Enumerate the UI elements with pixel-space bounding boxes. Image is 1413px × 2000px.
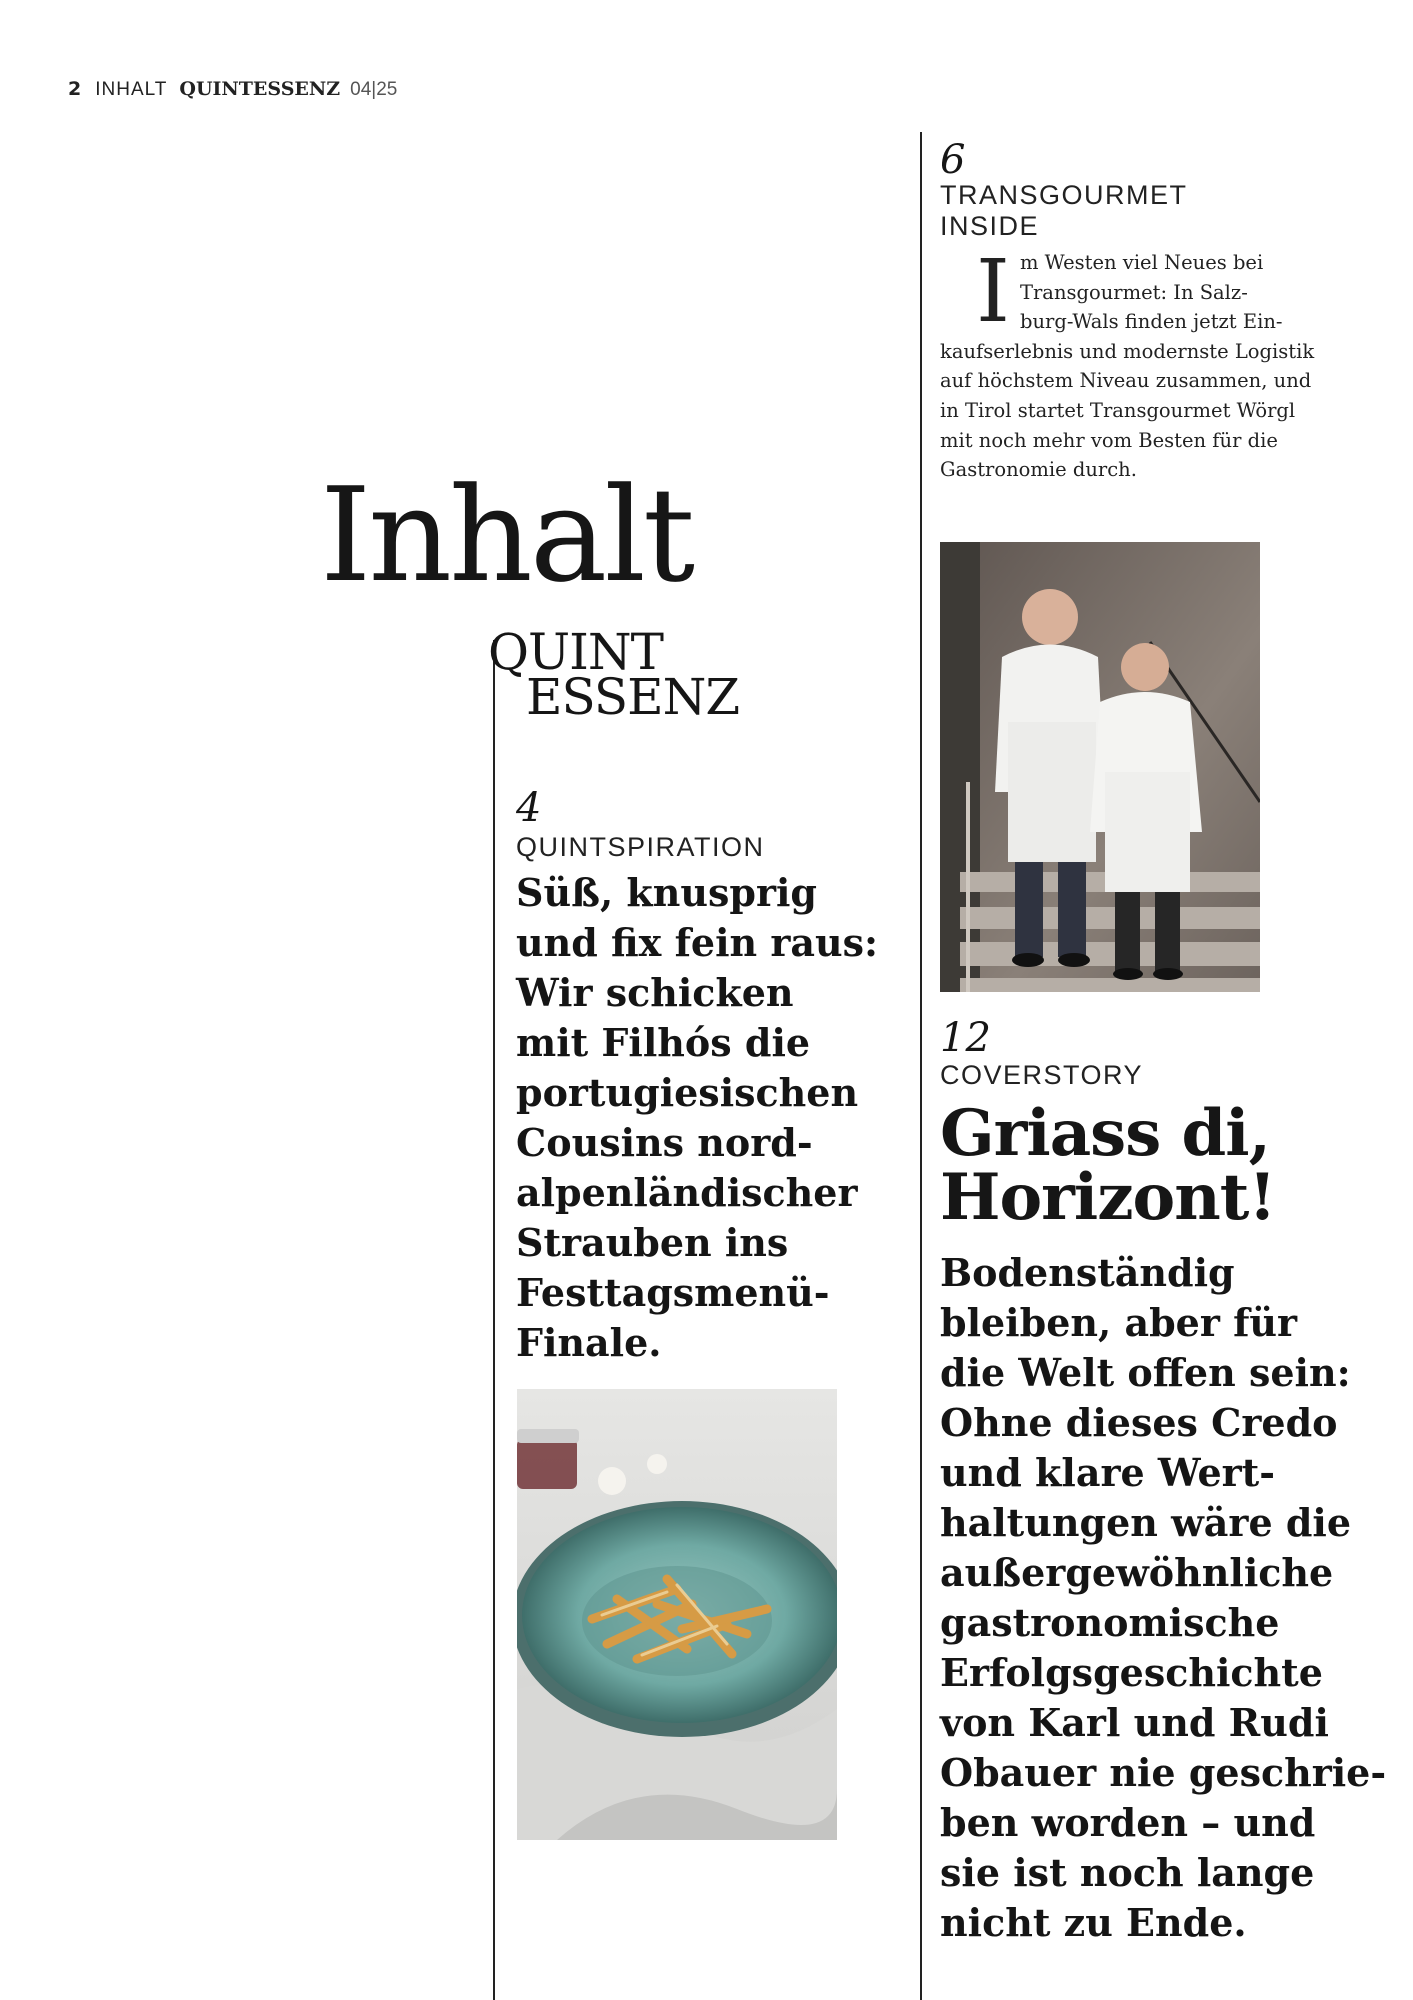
column-rule-right	[920, 132, 922, 2000]
teaser-line: Erfolgsgeschichte	[940, 1650, 1323, 1695]
teaser-line: Süß, knusprig	[516, 870, 817, 915]
intro-line: Transgourmet: In Salz-	[1019, 280, 1248, 304]
magazine-name: QUINTESSENZ	[179, 78, 341, 100]
teaser-line: haltungen wäre die	[940, 1500, 1352, 1545]
teaser-line: Cousins nord-	[516, 1120, 813, 1165]
article-teaser[interactable]	[940, 1248, 1386, 1948]
intro-line: m Westen viel Neues bei	[1019, 251, 1264, 274]
drop-cap: I	[976, 242, 1010, 342]
article-teaser[interactable]	[516, 868, 878, 1368]
logo-essenz: ESSENZ	[526, 668, 740, 726]
teaser-line: und klare Wert-	[940, 1450, 1275, 1495]
teaser-line: Strauben ins	[516, 1220, 789, 1265]
teaser-line: gastronomische	[940, 1600, 1280, 1645]
teaser-line: Ohne dieses Credo	[940, 1400, 1338, 1445]
article-page-number[interactable]: 12	[940, 1015, 991, 1061]
intro-line: burg-Wals finden jetzt Ein-	[1019, 310, 1283, 334]
article-intro[interactable]	[940, 242, 1335, 485]
article-rubric	[940, 180, 1188, 242]
intro-line: auf höchstem Niveau zusammen, und	[940, 369, 1312, 393]
headline-line: Griass di,	[940, 1096, 1270, 1171]
intro-line: mit noch mehr vom Besten für die	[940, 428, 1278, 452]
page-title: Inhalt	[320, 459, 693, 611]
column-rule-left	[493, 640, 495, 2000]
intro-line: Gastronomie durch.	[940, 458, 1137, 482]
teaser-line: Wir schicken	[516, 970, 794, 1015]
filhos-photo[interactable]	[517, 1389, 837, 1840]
rubric-line: INSIDE	[940, 211, 1040, 242]
teaser-line: Obauer nie geschrie-	[940, 1750, 1387, 1795]
article-rubric: COVERSTORY	[940, 1060, 1144, 1090]
teaser-line: sie ist noch lange	[940, 1850, 1315, 1895]
article-page-number[interactable]: 6	[940, 137, 966, 183]
article-page-number[interactable]: 4	[516, 785, 542, 831]
teaser-line: außergewöhnliche	[940, 1550, 1334, 1595]
teaser-line: ben worden – und	[940, 1800, 1316, 1845]
running-header	[68, 78, 397, 101]
teaser-line: nicht zu Ende.	[940, 1900, 1247, 1945]
teaser-line: Festtagsmenü-	[516, 1270, 830, 1315]
teaser-line: alpenländischer	[516, 1170, 858, 1215]
teaser-line: Bodenständig	[940, 1250, 1235, 1295]
teaser-line: bleiben, aber für	[940, 1300, 1298, 1345]
teaser-line: die Welt offen sein:	[940, 1350, 1351, 1395]
teaser-line: portugiesischen	[516, 1070, 859, 1115]
issue-number: 04|25	[350, 79, 398, 100]
headline-line: Horizont!	[940, 1160, 1276, 1235]
teaser-line: und fix fein raus:	[516, 920, 879, 965]
intro-line: in Tirol startet Transgourmet Wörgl	[940, 398, 1296, 422]
page-number: 2	[68, 78, 82, 100]
intro-line: kaufserlebnis und modernste Logistik	[940, 339, 1315, 363]
rubric-line: TRANSGOURMET	[940, 180, 1188, 210]
teaser-line: von Karl und Rudi	[940, 1700, 1329, 1745]
article-headline[interactable]	[940, 1096, 1276, 1235]
teaser-line: Finale.	[516, 1320, 662, 1365]
section-name: INHALT	[95, 79, 168, 100]
article-rubric: QUINTSPIRATION	[516, 832, 765, 862]
logo-quint: QUINT	[488, 623, 663, 681]
teaser-line: mit Filhós die	[516, 1020, 811, 1065]
chefs-photo[interactable]	[940, 542, 1260, 992]
